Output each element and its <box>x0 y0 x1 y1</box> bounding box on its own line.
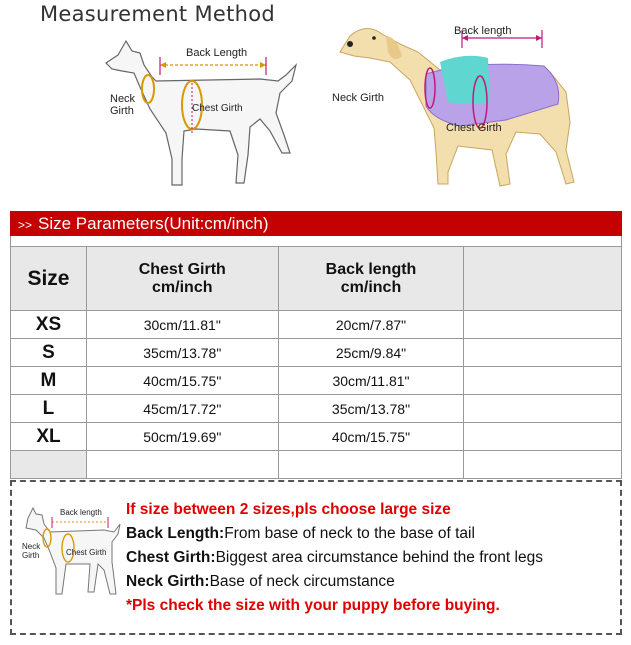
banner-spacer <box>10 236 622 246</box>
back-cell: 35cm/13.78" <box>278 395 464 423</box>
dog-outline-icon <box>100 35 310 205</box>
chest-girth-label: Chest Girth <box>192 103 243 114</box>
back-length-label: Back Length <box>186 47 248 59</box>
back-length-note: Back Length:From base of neck to the base of tail <box>126 525 475 542</box>
neck-label: Neck <box>110 93 136 105</box>
chest-cell: 50cm/19.69" <box>86 423 278 451</box>
chest-cell <box>86 451 278 479</box>
empty-cell <box>464 423 622 451</box>
dog-vest-illustration <box>330 22 590 197</box>
notes-text <box>126 498 543 618</box>
warning-note: *Pls check the size with your puppy before buying. <box>126 597 500 614</box>
empty-cell <box>464 367 622 395</box>
dog-vest-photo-icon <box>330 22 590 197</box>
size-cell <box>11 451 87 479</box>
back-cell: 40cm/15.75" <box>278 423 464 451</box>
empty-cell <box>464 451 622 479</box>
double-arrow-icon: >> <box>18 218 33 232</box>
table-row <box>11 367 622 395</box>
size-cell: L <box>11 395 87 423</box>
girth-label: Girth <box>110 105 134 117</box>
page-heading: Measurement Method <box>40 2 276 26</box>
notes-box <box>10 480 622 635</box>
chest-cell: 40cm/15.75" <box>86 367 278 395</box>
size-parameters-banner <box>10 211 622 236</box>
back-cell: 25cm/9.84" <box>278 339 464 367</box>
empty-cell <box>464 311 622 339</box>
header-back-length: Back length cm/inch <box>278 247 464 311</box>
size-table <box>10 246 622 479</box>
chest-girth-label-right: Chest Girth <box>446 122 502 134</box>
table-row-empty <box>11 451 622 479</box>
empty-cell <box>464 395 622 423</box>
table-row <box>11 339 622 367</box>
mini-back-length-label: Back length <box>60 508 102 517</box>
chest-girth-note: Chest Girth:Biggest area circumstance behind the front legs <box>126 549 543 566</box>
table-header-row <box>11 247 622 311</box>
back-cell <box>278 451 464 479</box>
neck-girth-note: Neck Girth:Base of neck circumstance <box>126 573 395 590</box>
chest-cell: 30cm/11.81" <box>86 311 278 339</box>
chest-cell: 35cm/13.78" <box>86 339 278 367</box>
size-cell: XS <box>11 311 87 339</box>
back-cell: 30cm/11.81" <box>278 367 464 395</box>
dog-outline-illustration <box>100 35 310 205</box>
banner-title: Size Parameters(Unit:cm/inch) <box>38 214 269 233</box>
header-empty <box>464 247 622 311</box>
table-row <box>11 395 622 423</box>
size-cell: XL <box>11 423 87 451</box>
mini-chest-label: Chest Girth <box>66 548 107 557</box>
header-chest-girth: Chest Girth cm/inch <box>86 247 278 311</box>
table-row <box>11 311 622 339</box>
size-cell: S <box>11 339 87 367</box>
size-cell: M <box>11 367 87 395</box>
header-size: Size <box>11 247 87 311</box>
mini-neck-label: Neck <box>22 542 41 551</box>
size-tip: If size between 2 sizes,pls choose large size <box>126 501 451 518</box>
neck-girth-label-right: Neck Girth <box>332 92 384 104</box>
back-cell: 20cm/7.87" <box>278 311 464 339</box>
mini-girth-label: Girth <box>22 551 40 560</box>
table-row <box>11 423 622 451</box>
back-length-label-right: Back length <box>454 25 512 37</box>
chest-cell: 45cm/17.72" <box>86 395 278 423</box>
empty-cell <box>464 339 622 367</box>
mini-dog-illustration <box>20 502 125 617</box>
